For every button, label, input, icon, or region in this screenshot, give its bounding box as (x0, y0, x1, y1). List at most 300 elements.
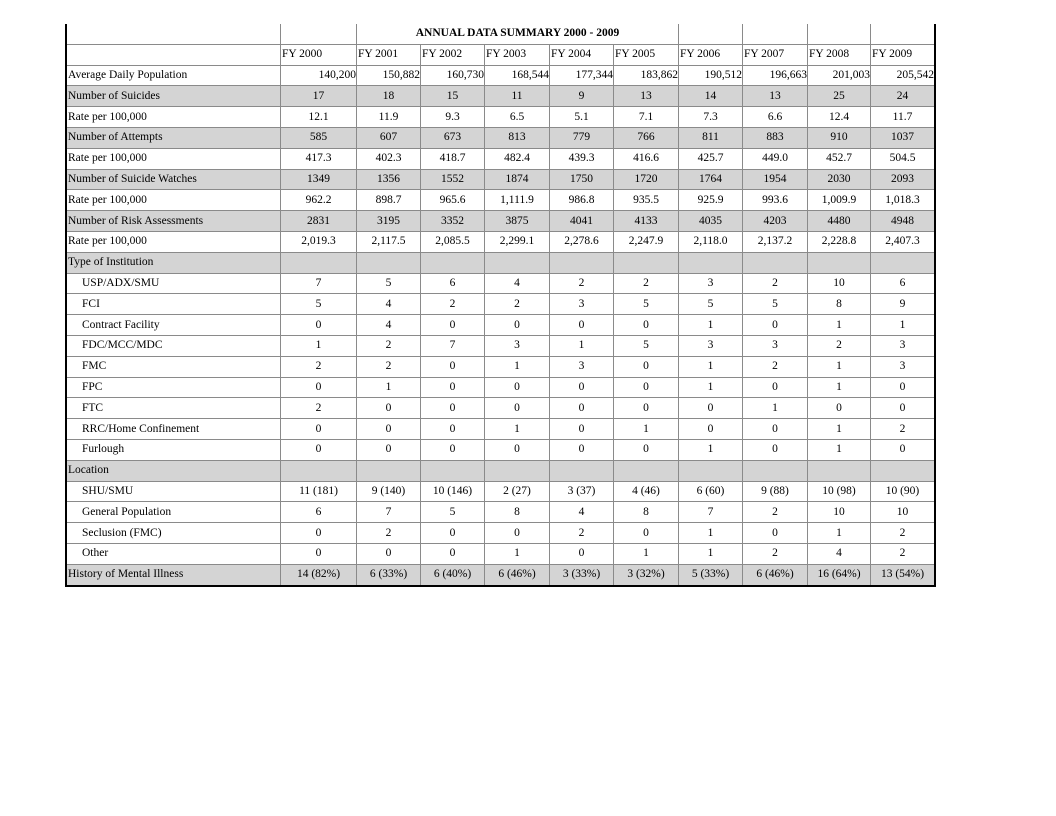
data-cell: 898.7 (357, 190, 421, 211)
title-blank-cell (679, 24, 743, 44)
data-cell: 1 (357, 377, 421, 398)
data-cell: 18 (357, 86, 421, 107)
data-cell: 1750 (550, 169, 614, 190)
data-cell: 0 (485, 315, 550, 336)
data-cell: 3 (37) (550, 481, 614, 502)
data-cell: 0 (743, 419, 808, 440)
data-cell: 3 (32%) (614, 564, 679, 585)
year-header-cell: FY 2001 (357, 44, 421, 65)
data-cell: 183,862 (614, 65, 679, 86)
data-cell: 2,117.5 (357, 231, 421, 252)
data-cell (550, 252, 614, 273)
row-label: Other (67, 543, 281, 564)
data-cell (743, 252, 808, 273)
data-cell: 986.8 (550, 190, 614, 211)
data-cell: 8 (808, 294, 871, 315)
data-cell: 177,344 (550, 65, 614, 86)
table-row (67, 169, 935, 190)
data-cell: 0 (357, 543, 421, 564)
data-cell: 2 (357, 335, 421, 356)
data-cell: 0 (357, 419, 421, 440)
data-cell: 2,085.5 (421, 231, 485, 252)
data-cell: 11 (485, 86, 550, 107)
data-cell: 5 (281, 294, 357, 315)
data-cell: 0 (550, 543, 614, 564)
data-cell: 1552 (421, 169, 485, 190)
table-frame-left (65, 24, 67, 587)
data-cell: 5 (614, 294, 679, 315)
data-cell: 1037 (871, 127, 935, 148)
table-row (67, 273, 935, 294)
title-blank-cell (281, 24, 357, 44)
data-cell: 4133 (614, 211, 679, 232)
data-cell: 7.1 (614, 107, 679, 128)
data-cell: 1,111.9 (485, 190, 550, 211)
data-cell: 4 (46) (614, 481, 679, 502)
data-cell: 0 (614, 356, 679, 377)
row-label: Number of Attempts (67, 127, 281, 148)
row-label: Contract Facility (67, 315, 281, 336)
data-cell: 2 (281, 356, 357, 377)
data-cell: 6.6 (743, 107, 808, 128)
data-cell: 4035 (679, 211, 743, 232)
row-label: Average Daily Population (67, 65, 281, 86)
data-cell: 0 (550, 419, 614, 440)
data-cell: 0 (743, 439, 808, 460)
annual-data-summary-table (66, 24, 935, 586)
row-label: History of Mental Illness (67, 564, 281, 585)
title-blank-cell (808, 24, 871, 44)
row-label: Number of Risk Assessments (67, 211, 281, 232)
data-cell: 6 (421, 273, 485, 294)
table-row (67, 398, 935, 419)
data-cell: 10 (871, 502, 935, 523)
data-cell: 2 (357, 523, 421, 544)
data-cell: 13 (743, 86, 808, 107)
data-cell: 1954 (743, 169, 808, 190)
data-cell: 1 (679, 377, 743, 398)
data-cell: 2,407.3 (871, 231, 935, 252)
data-cell: 1 (281, 335, 357, 356)
data-cell: 2,278.6 (550, 231, 614, 252)
data-cell: 0 (808, 398, 871, 419)
data-cell: 425.7 (679, 148, 743, 169)
data-cell: 10 (146) (421, 481, 485, 502)
table-row (67, 107, 935, 128)
data-cell: 2,299.1 (485, 231, 550, 252)
row-label: Location (67, 460, 281, 481)
row-label: Rate per 100,000 (67, 107, 281, 128)
data-cell: 190,512 (679, 65, 743, 86)
data-cell: 0 (485, 398, 550, 419)
data-cell: 6 (33%) (357, 564, 421, 585)
data-cell: 2,228.8 (808, 231, 871, 252)
data-cell: 2831 (281, 211, 357, 232)
data-cell: 3 (743, 335, 808, 356)
data-cell: 2 (357, 356, 421, 377)
data-cell: 883 (743, 127, 808, 148)
data-cell: 965.6 (421, 190, 485, 211)
data-cell: 0 (614, 315, 679, 336)
data-cell: 4 (357, 294, 421, 315)
data-cell: 13 (614, 86, 679, 107)
data-cell: 1 (679, 523, 743, 544)
row-label: Furlough (67, 439, 281, 460)
data-cell: 3875 (485, 211, 550, 232)
data-cell: 150,882 (357, 65, 421, 86)
table-frame-right (934, 24, 936, 587)
data-cell: 0 (550, 315, 614, 336)
data-cell: 0 (485, 377, 550, 398)
data-cell (679, 460, 743, 481)
table-row (67, 86, 935, 107)
data-cell: 9 (871, 294, 935, 315)
data-cell: 7 (357, 502, 421, 523)
title-blank-cell (871, 24, 935, 44)
data-cell: 3 (679, 335, 743, 356)
data-cell: 1 (679, 439, 743, 460)
data-cell: 0 (614, 377, 679, 398)
data-cell: 449.0 (743, 148, 808, 169)
data-cell (614, 460, 679, 481)
data-cell (485, 460, 550, 481)
data-cell: 2 (485, 294, 550, 315)
row-label: Rate per 100,000 (67, 231, 281, 252)
data-cell: 10 (808, 502, 871, 523)
data-cell: 9 (88) (743, 481, 808, 502)
data-cell: 4 (550, 502, 614, 523)
data-cell (357, 460, 421, 481)
data-cell: 2,247.9 (614, 231, 679, 252)
table-row (67, 460, 935, 481)
row-label: FDC/MCC/MDC (67, 335, 281, 356)
table-row (67, 252, 935, 273)
data-cell: 5.1 (550, 107, 614, 128)
year-header-cell: FY 2000 (281, 44, 357, 65)
data-cell: 6 (871, 273, 935, 294)
data-cell: 0 (421, 419, 485, 440)
data-cell: 3 (485, 335, 550, 356)
data-cell: 0 (421, 543, 485, 564)
data-cell: 4 (808, 543, 871, 564)
data-cell: 3 (33%) (550, 564, 614, 585)
data-cell: 482.4 (485, 148, 550, 169)
data-cell: 0 (485, 523, 550, 544)
data-cell: 4203 (743, 211, 808, 232)
data-cell: 0 (421, 377, 485, 398)
row-label: Type of Institution (67, 252, 281, 273)
data-cell: 5 (614, 335, 679, 356)
data-cell: 504.5 (871, 148, 935, 169)
data-cell (357, 252, 421, 273)
table-row (67, 335, 935, 356)
data-cell: 1349 (281, 169, 357, 190)
row-label: FCI (67, 294, 281, 315)
data-cell: 0 (614, 398, 679, 419)
data-cell: 0 (743, 523, 808, 544)
table-row (67, 315, 935, 336)
data-cell: 779 (550, 127, 614, 148)
data-cell: 17 (281, 86, 357, 107)
data-cell: 2 (871, 523, 935, 544)
data-cell: 910 (808, 127, 871, 148)
row-label: RRC/Home Confinement (67, 419, 281, 440)
data-cell: 813 (485, 127, 550, 148)
data-cell: 1 (614, 419, 679, 440)
data-cell: 5 (33%) (679, 564, 743, 585)
data-cell: 2 (27) (485, 481, 550, 502)
data-cell (485, 252, 550, 273)
data-cell: 585 (281, 127, 357, 148)
data-cell: 2 (871, 419, 935, 440)
data-cell: 1 (871, 315, 935, 336)
data-cell: 2,019.3 (281, 231, 357, 252)
data-cell: 0 (743, 377, 808, 398)
data-cell: 1874 (485, 169, 550, 190)
data-cell: 0 (281, 419, 357, 440)
data-cell: 1 (743, 398, 808, 419)
data-cell: 2 (281, 398, 357, 419)
data-cell: 1 (679, 356, 743, 377)
title-blank-cell (743, 24, 808, 44)
data-cell: 1 (485, 419, 550, 440)
data-cell: 12.4 (808, 107, 871, 128)
data-cell: 2 (871, 543, 935, 564)
data-cell: 14 (679, 86, 743, 107)
data-cell: 0 (421, 439, 485, 460)
data-cell (421, 460, 485, 481)
table-row (67, 543, 935, 564)
data-cell (808, 460, 871, 481)
data-cell: 0 (281, 315, 357, 336)
data-cell: 3 (550, 294, 614, 315)
data-cell: 4480 (808, 211, 871, 232)
data-cell: 0 (281, 523, 357, 544)
data-cell: 5 (421, 502, 485, 523)
data-cell: 2 (614, 273, 679, 294)
data-cell: 3 (679, 273, 743, 294)
data-cell: 1 (808, 356, 871, 377)
table-row (67, 356, 935, 377)
data-cell: 9.3 (421, 107, 485, 128)
data-cell (614, 252, 679, 273)
data-cell: 0 (357, 398, 421, 419)
year-header-cell: FY 2006 (679, 44, 743, 65)
year-header-cell: FY 2007 (743, 44, 808, 65)
data-cell: 15 (421, 86, 485, 107)
data-cell: 6 (46%) (743, 564, 808, 585)
data-cell: 1,009.9 (808, 190, 871, 211)
data-cell: 0 (871, 398, 935, 419)
table-row (67, 564, 935, 585)
row-label: FPC (67, 377, 281, 398)
row-label: FMC (67, 356, 281, 377)
data-cell: 3 (871, 356, 935, 377)
data-cell: 9 (140) (357, 481, 421, 502)
data-cell: 0 (679, 398, 743, 419)
data-cell: 3 (871, 335, 935, 356)
data-cell: 1 (808, 439, 871, 460)
data-cell: 11 (181) (281, 481, 357, 502)
data-cell: 962.2 (281, 190, 357, 211)
data-cell: 1 (550, 335, 614, 356)
data-cell: 0 (614, 523, 679, 544)
data-cell (421, 252, 485, 273)
data-cell: 439.3 (550, 148, 614, 169)
data-cell: 0 (281, 543, 357, 564)
year-header-cell: FY 2009 (871, 44, 935, 65)
row-label: Number of Suicide Watches (67, 169, 281, 190)
table-row (67, 294, 935, 315)
data-cell: 4041 (550, 211, 614, 232)
table-row (67, 502, 935, 523)
row-label: Rate per 100,000 (67, 190, 281, 211)
data-cell: 2 (743, 502, 808, 523)
data-cell: 0 (421, 398, 485, 419)
year-header-row (67, 44, 935, 65)
data-cell: 11.7 (871, 107, 935, 128)
row-label: USP/ADX/SMU (67, 273, 281, 294)
data-cell: 201,003 (808, 65, 871, 86)
data-cell: 1 (679, 315, 743, 336)
data-cell (281, 252, 357, 273)
data-cell: 0 (871, 439, 935, 460)
data-cell (679, 252, 743, 273)
data-cell: 1 (679, 543, 743, 564)
data-cell: 6 (40%) (421, 564, 485, 585)
data-cell: 5 (743, 294, 808, 315)
data-cell: 1356 (357, 169, 421, 190)
year-header-cell: FY 2005 (614, 44, 679, 65)
data-cell: 1764 (679, 169, 743, 190)
data-cell: 6 (60) (679, 481, 743, 502)
data-cell: 6 (46%) (485, 564, 550, 585)
data-cell: 452.7 (808, 148, 871, 169)
data-cell: 416.6 (614, 148, 679, 169)
table-row (67, 65, 935, 86)
data-cell: 14 (82%) (281, 564, 357, 585)
table-row (67, 231, 935, 252)
data-cell: 10 (90) (871, 481, 935, 502)
table-row (67, 481, 935, 502)
table-row (67, 148, 935, 169)
data-cell (871, 252, 935, 273)
data-cell: 1 (808, 315, 871, 336)
data-cell: 5 (357, 273, 421, 294)
data-cell (743, 460, 808, 481)
data-cell: 4 (357, 315, 421, 336)
data-cell: 1 (808, 419, 871, 440)
data-cell: 205,542 (871, 65, 935, 86)
data-cell: 2030 (808, 169, 871, 190)
row-label: Rate per 100,000 (67, 148, 281, 169)
year-header-cell: FY 2004 (550, 44, 614, 65)
data-cell (550, 460, 614, 481)
data-cell: 1 (485, 356, 550, 377)
data-cell: 4948 (871, 211, 935, 232)
data-cell: 3 (550, 356, 614, 377)
data-cell: 0 (421, 356, 485, 377)
data-cell: 13 (54%) (871, 564, 935, 585)
data-cell: 993.6 (743, 190, 808, 211)
data-cell: 0 (743, 315, 808, 336)
table-row (67, 439, 935, 460)
data-cell: 925.9 (679, 190, 743, 211)
data-cell: 1 (808, 377, 871, 398)
table-row (67, 211, 935, 232)
table-row (67, 523, 935, 544)
title-row (67, 24, 935, 44)
data-cell: 6.5 (485, 107, 550, 128)
data-cell: 417.3 (281, 148, 357, 169)
data-cell: 1 (808, 523, 871, 544)
data-cell: 7 (281, 273, 357, 294)
data-cell (808, 252, 871, 273)
year-header-cell: FY 2008 (808, 44, 871, 65)
data-cell: 1,018.3 (871, 190, 935, 211)
data-cell: 0 (281, 439, 357, 460)
data-cell (281, 460, 357, 481)
data-cell: 10 (808, 273, 871, 294)
table-row (67, 419, 935, 440)
data-cell: 607 (357, 127, 421, 148)
data-cell: 0 (550, 377, 614, 398)
data-cell: 3195 (357, 211, 421, 232)
data-cell: 4 (485, 273, 550, 294)
data-cell: 2 (808, 335, 871, 356)
row-label: FTC (67, 398, 281, 419)
data-cell: 0 (550, 398, 614, 419)
data-cell: 2 (550, 273, 614, 294)
table-row (67, 190, 935, 211)
data-cell: 168,544 (485, 65, 550, 86)
data-cell: 8 (485, 502, 550, 523)
year-header-cell: FY 2003 (485, 44, 550, 65)
data-cell: 196,663 (743, 65, 808, 86)
data-cell: 3352 (421, 211, 485, 232)
data-cell: 0 (871, 377, 935, 398)
data-cell: 2 (743, 356, 808, 377)
data-cell: 935.5 (614, 190, 679, 211)
data-cell: 766 (614, 127, 679, 148)
title-blank-cell (67, 24, 281, 44)
data-cell: 12.1 (281, 107, 357, 128)
data-cell: 1 (614, 543, 679, 564)
data-cell: 0 (614, 439, 679, 460)
data-cell: 7.3 (679, 107, 743, 128)
data-cell: 140,200 (281, 65, 357, 86)
data-cell: 11.9 (357, 107, 421, 128)
data-cell: 2 (743, 273, 808, 294)
data-cell: 2093 (871, 169, 935, 190)
data-cell: 0 (679, 419, 743, 440)
data-cell: 0 (550, 439, 614, 460)
data-cell: 160,730 (421, 65, 485, 86)
row-label: SHU/SMU (67, 481, 281, 502)
data-cell: 811 (679, 127, 743, 148)
table-frame-bottom (65, 585, 936, 587)
year-header-cell: FY 2002 (421, 44, 485, 65)
data-cell: 0 (357, 439, 421, 460)
data-cell: 7 (421, 335, 485, 356)
data-cell: 9 (550, 86, 614, 107)
data-cell: 1 (485, 543, 550, 564)
data-cell: 25 (808, 86, 871, 107)
row-label: Seclusion (FMC) (67, 523, 281, 544)
row-label: General Population (67, 502, 281, 523)
data-cell (871, 460, 935, 481)
data-cell: 2 (421, 294, 485, 315)
